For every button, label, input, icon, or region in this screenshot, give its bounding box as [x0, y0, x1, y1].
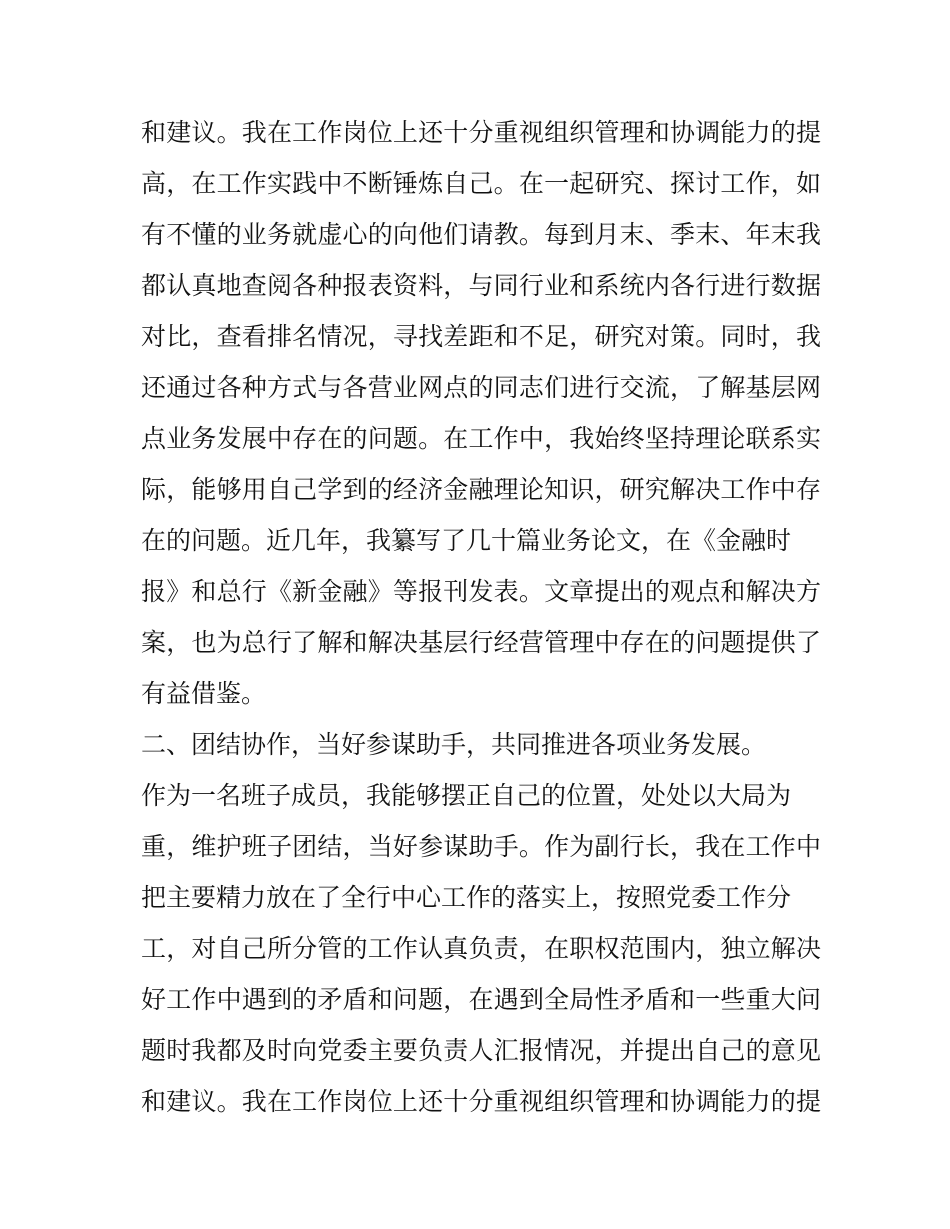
text-line: 高，在工作实践中不断锤炼自己。在一起研究、探讨工作，如 — [141, 169, 821, 198]
body-text — [141, 107, 821, 1127]
text-line: 还通过各种方式与各营业网点的同志们进行交流，了解基层网 — [141, 373, 821, 402]
text-line: 把主要精力放在了全行中心工作的落实上，按照党委工作分 — [141, 883, 792, 912]
text-line: 工，对自己所分管的工作认真负责，在职权范围内，独立解决 — [141, 934, 821, 963]
text-line: 对比，查看排名情况，寻找差距和不足，研究对策。同时，我 — [141, 322, 821, 351]
text-line: 题时我都及时向党委主要负责人汇报情况，并提出自己的意见 — [141, 1036, 821, 1065]
text-line: 好工作中遇到的矛盾和问题，在遇到全局性矛盾和一些重大问 — [141, 985, 821, 1014]
text-line: 重，维护班子团结，当好参谋助手。作为副行长，我在工作中 — [141, 832, 821, 861]
text-line: 际，能够用自己学到的经济金融理论知识，研究解决工作中存 — [141, 475, 821, 504]
text-line: 有不懂的业务就虚心的向他们请教。每到月末、季末、年末我 — [141, 220, 821, 249]
paragraph-end-line: 有益借鉴。 — [141, 679, 267, 708]
text-line: 作为一名班子成员，我能够摆正自己的位置，处处以大局为 — [141, 781, 792, 810]
text-line: 点业务发展中存在的问题。在工作中，我始终坚持理论联系实 — [141, 424, 821, 453]
text-line: 和建议。我在工作岗位上还十分重视组织管理和协调能力的提 — [141, 1087, 821, 1116]
text-line: 都认真地查阅各种报表资料，与同行业和系统内各行进行数据 — [141, 271, 821, 300]
text-line: 报》和总行《新金融》等报刊发表。文章提出的观点和解决方 — [141, 577, 821, 606]
text-line: 和建议。我在工作岗位上还十分重视组织管理和协调能力的提 — [141, 118, 821, 147]
section-heading: 二、团结协作，当好参谋助手，共同推进各项业务发展。 — [141, 730, 767, 759]
text-line: 在的问题。近几年，我纂写了几十篇业务论文，在《金融时 — [141, 526, 792, 555]
text-line: 案，也为总行了解和解决基层行经营管理中存在的问题提供了 — [141, 628, 821, 657]
